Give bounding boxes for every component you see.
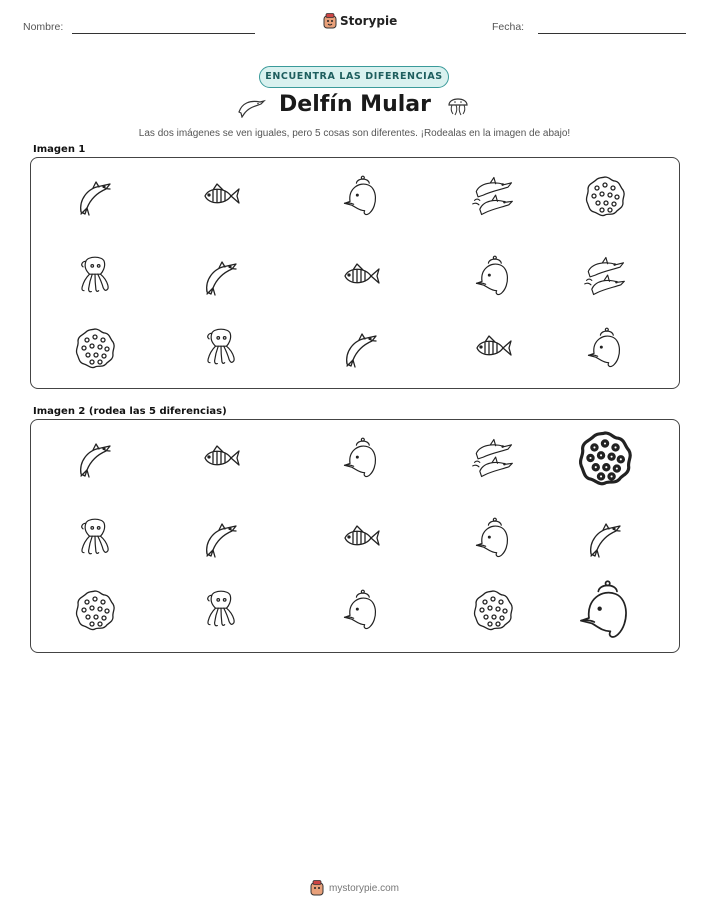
image1-squid-icon — [73, 254, 117, 298]
jellyfish-title-icon — [444, 92, 472, 120]
brand-name: Storypie — [340, 14, 398, 28]
name-label: Nombre: — [23, 21, 64, 33]
image1-jumping-dolphin-icon — [73, 174, 117, 218]
storypie-brand — [323, 13, 397, 29]
image2-dolphin-hat-icon[interactable] — [471, 516, 515, 560]
image2-fish-icon[interactable] — [339, 516, 383, 560]
name-field-line[interactable] — [72, 33, 255, 34]
image2-label: Imagen 2 (rodea las 5 diferencias) — [33, 406, 227, 417]
image1-label: Imagen 1 — [33, 144, 86, 155]
activity-badge: ENCUENTRA LAS DIFERENCIAS — [259, 66, 449, 88]
image2-panel — [30, 419, 680, 653]
image1-dolphin-pair-icon — [471, 174, 515, 218]
storypie-footer-icon — [310, 880, 324, 896]
image1-fish-icon — [339, 254, 383, 298]
image1-jumping-dolphin-icon — [339, 326, 383, 370]
image1-fish-icon — [471, 326, 515, 370]
date-label: Fecha: — [492, 21, 525, 33]
image2-jumping-dolphin-icon[interactable] — [73, 436, 117, 480]
image1-coral-icon — [583, 174, 627, 218]
image2-coral-icon[interactable] — [73, 588, 117, 632]
page-title: Delfín Mular — [279, 92, 431, 117]
image1-fish-icon — [199, 174, 243, 218]
image1-dolphin-hat-icon — [339, 174, 383, 218]
image2-coral-icon[interactable] — [471, 588, 515, 632]
image1-dolphin-hat-icon — [471, 254, 515, 298]
image2-fish-icon[interactable] — [199, 436, 243, 480]
image2-grid[interactable] — [31, 420, 679, 652]
instructions-text: Las dos imágenes se ven iguales, pero 5 cosas son diferentes. ¡Rodealas en la imagen de abajo! — [138, 128, 571, 139]
date-field-line[interactable] — [538, 33, 686, 34]
image1-dolphin-hat-icon — [583, 326, 627, 370]
image2-dolphin-hat-icon[interactable] — [339, 436, 383, 480]
image1-dolphin-pair-icon — [583, 254, 627, 298]
storypie-logo-icon — [323, 13, 337, 29]
image1-squid-icon — [199, 326, 243, 370]
image2-dolphin-pair-icon[interactable] — [471, 436, 515, 480]
footer — [0, 880, 709, 896]
image2-coral-large-icon[interactable] — [576, 429, 634, 487]
image1-coral-icon — [73, 326, 117, 370]
image2-dolphin-hat-icon[interactable] — [339, 588, 383, 632]
image1-jumping-dolphin-icon — [199, 254, 243, 298]
image2-jumping-dolphin-icon[interactable] — [583, 516, 627, 560]
image1-grid — [31, 158, 679, 388]
image2-jumping-dolphin-icon[interactable] — [199, 516, 243, 560]
image1-panel — [30, 157, 680, 389]
footer-url[interactable]: mystorypie.com — [328, 882, 399, 894]
image2-squid-icon[interactable] — [199, 588, 243, 632]
image2-dolphin-hat-large-icon[interactable] — [573, 578, 637, 642]
image2-squid-icon[interactable] — [73, 516, 117, 560]
